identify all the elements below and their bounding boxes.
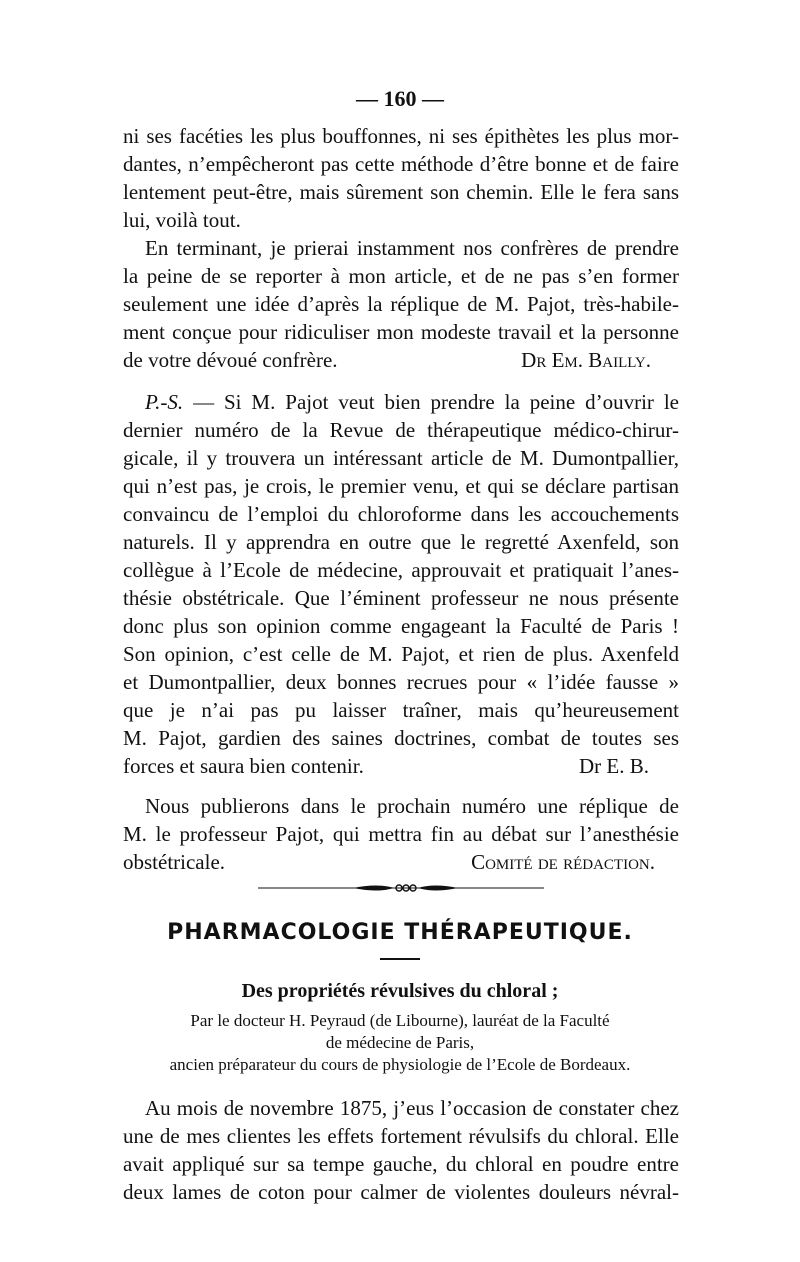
ornamental-rule <box>258 882 544 894</box>
letter-closing-line <box>123 346 679 374</box>
postscript-line: M. Pajot, gardien des saines doctrines, combat de toutes ses <box>123 726 679 750</box>
article-body-line: avait appliqué sur sa tempe gauche, du chloral en poudre entre <box>123 1152 679 1176</box>
committee-line: Nous publierons dans le prochain numéro une réplique de <box>145 794 679 818</box>
committee-closing: obstétricale. <box>123 850 226 874</box>
letter-line: lentement peut-être, mais sûrement son chemin. Elle le fera sans <box>123 180 679 204</box>
letter-signature: Dr Em. Bailly. <box>521 348 651 372</box>
postscript-line: Son opinion, c’est celle de M. Pajot, et rien de plus. Axenfeld <box>123 642 679 666</box>
postscript-line: naturels. Il y apprendra en outre que le regretté Axenfeld, son <box>123 530 679 554</box>
postscript-line: donc plus son opinion comme engageant la Faculté de Paris ! <box>123 614 679 638</box>
committee-signature: Comité de rédaction. <box>471 850 655 874</box>
postscript-signature: Dr E. B. <box>579 754 649 778</box>
byline-line <box>0 1010 800 1032</box>
letter-line: ni ses facéties les plus bouffonnes, ni ses épithètes les plus mor- <box>123 124 679 148</box>
page-number: — 160 — <box>356 86 444 111</box>
postscript-line: gicale, il y trouvera un intéressant article de M. Dumontpallier, <box>123 446 679 470</box>
article-body-line: une de mes clientes les effets fortement révulsifs du chloral. Elle <box>123 1124 679 1148</box>
byline-line: de médecine de Paris, <box>325 1033 475 1052</box>
letter-line: seulement une idée d’après la réplique de M. Pajot, très-habile- <box>123 292 679 316</box>
postscript-line: thésie obstétricale. Que l’éminent professeur ne nous présente <box>123 586 679 610</box>
letter-closing: de votre dévoué confrère. <box>123 348 338 372</box>
section-title: PHARMACOLOGIE THÉRAPEUTIQUE. <box>167 920 633 945</box>
postscript-line: convaincu de l’emploi du chloroforme dans les accouchements <box>123 502 679 526</box>
letter-line: En terminant, je prierai instamment nos confrères de prendre <box>145 236 679 260</box>
byline-author: Par le docteur H. Peyraud (de Libourne), lauréat de la Faculté <box>190 1011 610 1030</box>
title-underline <box>380 958 420 960</box>
letter-line: dantes, n’empêcheront pas cette méthode d’être bonne et de faire <box>123 152 679 176</box>
article-body-line: deux lames de coton pour calmer de violentes douleurs névral- <box>123 1180 679 1204</box>
postscript-label: P.-S. <box>145 390 184 414</box>
postscript-line: et Dumontpallier, deux bonnes recrues pour « l’idée fausse » <box>123 670 679 694</box>
postscript-line: que je n’ai pas pu laisser traîner, mais qu’heureusement <box>123 698 679 722</box>
postscript-first-line: — Si M. Pajot veut bien prendre la peine d’ouvrir le <box>193 390 679 414</box>
byline-line: ancien préparateur du cours de physiologie de l’Ecole de Bordeaux. <box>169 1055 631 1074</box>
postscript-line: dernier numéro de la Revue de thérapeutique médico-chirur- <box>123 418 679 442</box>
postscript-closing: forces et saura bien contenir. <box>123 754 364 778</box>
letter-line: lui, voilà tout. <box>123 208 241 232</box>
postscript-line: collègue à l’Ecole de médecine, approuvait et pratiquait l’anes- <box>123 558 679 582</box>
article-body-line: Au mois de novembre 1875, j’eus l’occasion de constater chez <box>145 1096 679 1120</box>
letter-line: ment conçue pour ridiculiser mon modeste travail et la personne <box>123 320 679 344</box>
postscript-closing-line <box>123 752 679 780</box>
postscript-line <box>123 388 679 416</box>
postscript-line: qui n’est pas, je crois, le premier venu, et qui se déclare partisan <box>123 474 679 498</box>
article-title: Des propriétés révulsives du chloral ; <box>241 980 559 1002</box>
committee-line: M. le professeur Pajot, qui mettra fin au débat sur l’anesthésie <box>123 822 679 846</box>
committee-closing-line <box>123 848 679 876</box>
letter-line: la peine de se reporter à mon article, et de ne pas s’en former <box>123 264 679 288</box>
